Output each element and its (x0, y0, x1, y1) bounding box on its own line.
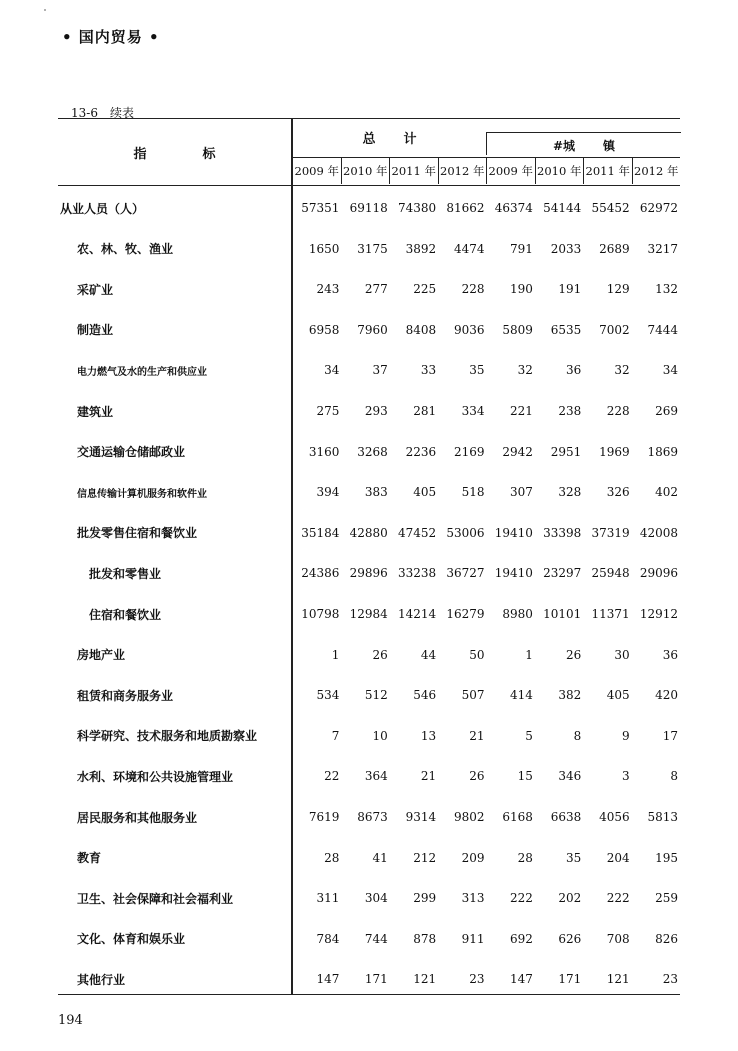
year-header-cell: 2012 年 (439, 158, 488, 184)
row-label: 教育 (77, 851, 102, 866)
value-cell: 37319 (591, 525, 630, 540)
year-header-cell: 2009 年 (293, 158, 342, 184)
scan-artifact-dot (44, 9, 46, 11)
page-number: 194 (58, 1013, 83, 1028)
row-values (293, 566, 680, 580)
value-cell: 29096 (639, 566, 678, 581)
value-cell: 4474 (453, 241, 485, 256)
value-cell: 190 (509, 282, 533, 297)
value-cell: 35184 (301, 525, 340, 540)
value-cell: 7444 (647, 322, 678, 337)
value-cell: 6168 (502, 810, 533, 824)
value-cell: 546 (413, 688, 437, 703)
value-cell: 518 (461, 485, 485, 500)
value-cell: 221 (509, 404, 533, 418)
value-cell: 37 (372, 363, 388, 378)
indicator-header-char: 指 (133, 146, 147, 162)
table-row (58, 929, 680, 949)
value-cell: 238 (558, 404, 582, 418)
value-cell: 9802 (453, 810, 485, 824)
value-cell: 1869 (647, 444, 678, 459)
section-header: • 国内贸易 • (62, 28, 160, 46)
table-row (58, 563, 680, 583)
row-label: 建筑业 (77, 404, 114, 419)
year-header-cell: 2009 年 (487, 158, 536, 184)
value-cell: 12984 (349, 607, 388, 621)
row-values (293, 648, 680, 662)
row-values (293, 363, 680, 377)
value-cell: 195 (655, 850, 678, 865)
value-cell: 25948 (591, 566, 630, 581)
value-cell: 791 (509, 241, 533, 256)
value-cell: 382 (558, 688, 582, 703)
value-cell: 326 (606, 485, 630, 500)
row-label: 居民服务和其他服务业 (77, 810, 198, 825)
value-cell: 222 (606, 891, 630, 906)
value-cell: 626 (558, 931, 582, 946)
value-cell: 33398 (543, 525, 582, 540)
value-cell: 28 (517, 850, 533, 865)
table-row (58, 523, 680, 543)
value-cell: 147 (509, 972, 533, 987)
value-cell: 4056 (599, 810, 630, 824)
row-values (293, 932, 680, 946)
indicator-column-header (58, 119, 291, 185)
value-cell: 171 (364, 972, 388, 987)
value-cell: 2236 (405, 444, 437, 459)
row-values (293, 607, 680, 621)
table-row (58, 848, 680, 868)
value-cell: 6958 (308, 322, 340, 337)
table-row (58, 888, 680, 908)
value-cell: 8408 (405, 322, 437, 337)
row-values (293, 972, 680, 986)
value-cell: 346 (558, 769, 582, 784)
value-cell: 364 (364, 769, 388, 784)
value-cell: 19410 (494, 566, 533, 581)
value-cell: 22 (324, 769, 340, 784)
row-label: 房地产业 (77, 648, 126, 663)
row-values (293, 201, 680, 215)
value-cell: 57351 (301, 201, 340, 215)
row-label: 农、林、牧、渔业 (77, 242, 174, 257)
value-cell: 281 (413, 404, 437, 418)
value-cell: 191 (558, 282, 582, 297)
row-values (293, 485, 680, 499)
value-cell: 34 (324, 363, 340, 378)
table-row (58, 766, 680, 786)
value-cell: 507 (461, 688, 485, 703)
value-cell: 42008 (639, 525, 678, 540)
group-header-total (293, 123, 486, 151)
value-cell: 54144 (543, 201, 582, 215)
value-cell: 50 (469, 647, 485, 662)
row-label: 住宿和餐饮业 (89, 607, 162, 622)
value-cell: 275 (316, 404, 340, 418)
row-values (293, 851, 680, 865)
row-values (293, 242, 680, 256)
row-label: 水利、环境和公共设施管理业 (77, 769, 234, 784)
year-header-cell: 2010 年 (342, 158, 391, 184)
row-label: 批发零售住宿和餐饮业 (77, 526, 198, 541)
value-cell: 121 (413, 972, 437, 987)
value-cell: 8 (573, 728, 582, 743)
row-values (293, 688, 680, 702)
value-cell: 15 (517, 769, 533, 784)
value-cell: 534 (316, 688, 340, 703)
value-cell: 132 (655, 282, 678, 297)
body-divider (291, 186, 293, 994)
value-cell: 30 (614, 647, 630, 662)
value-cell: 23297 (543, 566, 582, 581)
value-cell: 692 (509, 931, 533, 946)
table-row (58, 401, 680, 421)
value-cell: 228 (606, 404, 630, 418)
value-cell: 147 (316, 972, 340, 987)
year-header-cell: 2012 年 (634, 164, 679, 178)
table-row (58, 239, 680, 259)
value-cell: 10798 (301, 607, 340, 621)
row-label: 从业人员（人） (60, 201, 145, 216)
group-header-char: #城 (552, 138, 576, 153)
value-cell: 9 (621, 728, 630, 743)
table-row (58, 969, 680, 989)
value-cell: 36 (662, 647, 678, 662)
value-cell: 204 (606, 850, 630, 865)
value-cell: 53006 (446, 525, 485, 540)
value-cell: 225 (413, 282, 437, 297)
table-row (58, 320, 680, 340)
value-cell: 21 (420, 769, 437, 784)
value-cell: 307 (509, 485, 533, 500)
value-cell: 228 (461, 282, 485, 297)
value-cell: 62972 (639, 201, 678, 215)
row-label: 文化、体育和娱乐业 (77, 932, 186, 947)
value-cell: 8980 (502, 607, 533, 621)
value-cell: 2942 (502, 444, 533, 459)
value-cell: 299 (413, 891, 437, 906)
value-cell: 44 (420, 647, 437, 662)
value-cell: 35 (565, 850, 582, 865)
value-cell: 405 (413, 485, 437, 500)
value-cell: 10 (372, 728, 388, 743)
table-row (58, 198, 680, 218)
value-cell: 26 (469, 769, 485, 784)
value-cell: 121 (606, 972, 630, 987)
row-label: 制造业 (77, 323, 114, 338)
value-cell: 19410 (494, 525, 533, 540)
value-cell: 33238 (397, 566, 437, 581)
value-cell: 383 (364, 485, 388, 500)
row-values (293, 526, 680, 540)
row-label: 其他行业 (77, 972, 126, 987)
value-cell: 9036 (453, 322, 485, 337)
value-cell: 7 (331, 728, 340, 743)
group-header-char: 计 (403, 131, 417, 147)
value-cell: 8673 (357, 810, 388, 824)
value-cell: 334 (461, 404, 485, 418)
value-cell: 826 (655, 931, 678, 946)
table-row (58, 279, 680, 299)
table-row (58, 807, 680, 827)
row-label: 卫生、社会保障和社会福利业 (77, 891, 234, 906)
row-label: 租赁和商务服务业 (77, 688, 174, 703)
value-cell: 36 (565, 363, 582, 378)
value-cell: 34 (662, 363, 678, 378)
value-cell: 26 (565, 647, 582, 662)
value-cell: 328 (558, 485, 582, 500)
value-cell: 311 (316, 891, 340, 906)
value-cell: 512 (364, 688, 388, 703)
value-cell: 8 (670, 769, 678, 784)
row-label: 批发和零售业 (89, 566, 162, 581)
value-cell: 129 (606, 282, 630, 297)
year-header-cell: 2011 年 (390, 158, 439, 184)
row-values (293, 729, 680, 743)
year-header-row (293, 157, 680, 184)
value-cell: 41 (372, 850, 388, 865)
value-cell: 46374 (494, 201, 533, 215)
value-cell: 3175 (357, 241, 388, 256)
value-cell: 12912 (639, 607, 678, 621)
value-cell: 878 (413, 931, 437, 946)
value-cell: 414 (509, 688, 533, 703)
value-cell: 5 (525, 728, 533, 743)
year-header-cell: 2010 年 (536, 158, 585, 184)
value-cell: 28 (324, 850, 340, 865)
table-row (58, 482, 680, 502)
value-cell: 42880 (349, 525, 388, 540)
value-cell: 171 (558, 972, 582, 987)
value-cell: 708 (606, 931, 630, 946)
table-row (58, 645, 680, 665)
value-cell: 259 (655, 891, 678, 906)
value-cell: 1 (525, 647, 533, 662)
value-cell: 3268 (357, 444, 388, 459)
value-cell: 32 (517, 363, 533, 378)
row-values (293, 769, 680, 783)
value-cell: 13 (420, 728, 437, 743)
value-cell: 23 (469, 972, 485, 987)
value-cell: 405 (606, 688, 630, 703)
value-cell: 55452 (591, 201, 630, 215)
value-cell: 293 (364, 404, 388, 418)
value-cell: 26 (372, 647, 388, 662)
value-cell: 36727 (446, 566, 485, 581)
value-cell: 2951 (550, 444, 582, 459)
value-cell: 24386 (301, 566, 340, 581)
value-cell: 1 (331, 647, 340, 662)
group-header-char: 镇 (603, 138, 616, 153)
value-cell: 212 (413, 850, 437, 865)
value-cell: 420 (655, 688, 678, 703)
table-body (58, 186, 680, 995)
value-cell: 29896 (349, 566, 388, 581)
value-cell: 6535 (550, 322, 582, 337)
group-header-char: 总 (362, 131, 376, 147)
group-header-urban (488, 135, 680, 155)
value-cell: 313 (461, 891, 485, 906)
table-row (58, 442, 680, 462)
value-cell: 2689 (599, 241, 630, 256)
value-cell: 269 (655, 404, 678, 418)
row-values (293, 810, 680, 824)
row-label: 科学研究、技术服务和地质勘察业 (77, 729, 258, 744)
value-cell: 402 (655, 485, 678, 500)
value-cell: 2169 (453, 444, 485, 459)
value-cell: 5809 (502, 322, 533, 337)
value-cell: 3217 (647, 241, 678, 256)
value-cell: 7960 (357, 322, 388, 337)
value-cell: 32 (614, 363, 630, 378)
value-cell: 14214 (397, 607, 437, 621)
value-cell: 74380 (397, 201, 437, 215)
table-row (58, 685, 680, 705)
value-cell: 222 (509, 891, 533, 906)
value-cell: 9314 (405, 810, 437, 824)
value-cell: 17 (662, 728, 678, 743)
row-values (293, 445, 680, 459)
value-cell: 3 (621, 769, 630, 784)
row-label: 交通运输仓储邮政业 (77, 445, 186, 460)
value-cell: 69118 (349, 201, 388, 215)
value-cell: 304 (364, 891, 388, 906)
value-cell: 11371 (591, 607, 630, 621)
row-values (293, 404, 680, 418)
value-cell: 23 (662, 972, 678, 987)
value-cell: 7619 (308, 810, 340, 824)
indicator-header-char: 标 (202, 146, 216, 162)
value-cell: 10101 (543, 607, 582, 621)
row-label: 信息传输计算机服务和软件业 (77, 488, 207, 500)
value-cell: 3160 (308, 444, 340, 459)
table-number: 13-6 (71, 106, 98, 120)
value-cell: 2033 (550, 241, 582, 256)
table-row (58, 360, 680, 380)
statistics-table (58, 118, 680, 995)
row-values (293, 282, 680, 296)
value-cell: 277 (364, 282, 388, 297)
value-cell: 784 (316, 931, 340, 946)
value-cell: 1650 (308, 241, 340, 256)
year-header-cell: 2011 年 (584, 158, 633, 184)
table-continued-label: 续表 (109, 106, 134, 120)
value-cell: 47452 (397, 525, 437, 540)
value-cell: 394 (316, 485, 340, 500)
table-row (58, 726, 680, 746)
value-cell: 81662 (446, 201, 485, 215)
row-label: 电力燃气及水的生产和供应业 (77, 366, 207, 378)
value-cell: 202 (558, 891, 582, 906)
table-header (58, 118, 680, 186)
row-label: 采矿业 (77, 282, 114, 297)
value-cell: 35 (469, 363, 485, 378)
value-cell: 243 (316, 282, 340, 297)
row-values (293, 323, 680, 337)
value-cell: 6638 (550, 810, 582, 824)
value-cell: 1969 (599, 444, 630, 459)
value-cell: 911 (461, 931, 485, 946)
value-cell: 209 (461, 850, 485, 865)
value-cell: 5813 (647, 810, 678, 824)
table-row (58, 604, 680, 624)
value-cell: 33 (420, 363, 437, 378)
value-cell: 7002 (599, 322, 630, 337)
value-cell: 16279 (446, 607, 485, 621)
value-cell: 744 (364, 931, 388, 946)
value-cell: 21 (469, 728, 485, 743)
value-cell: 3892 (405, 241, 437, 256)
row-values (293, 891, 680, 905)
